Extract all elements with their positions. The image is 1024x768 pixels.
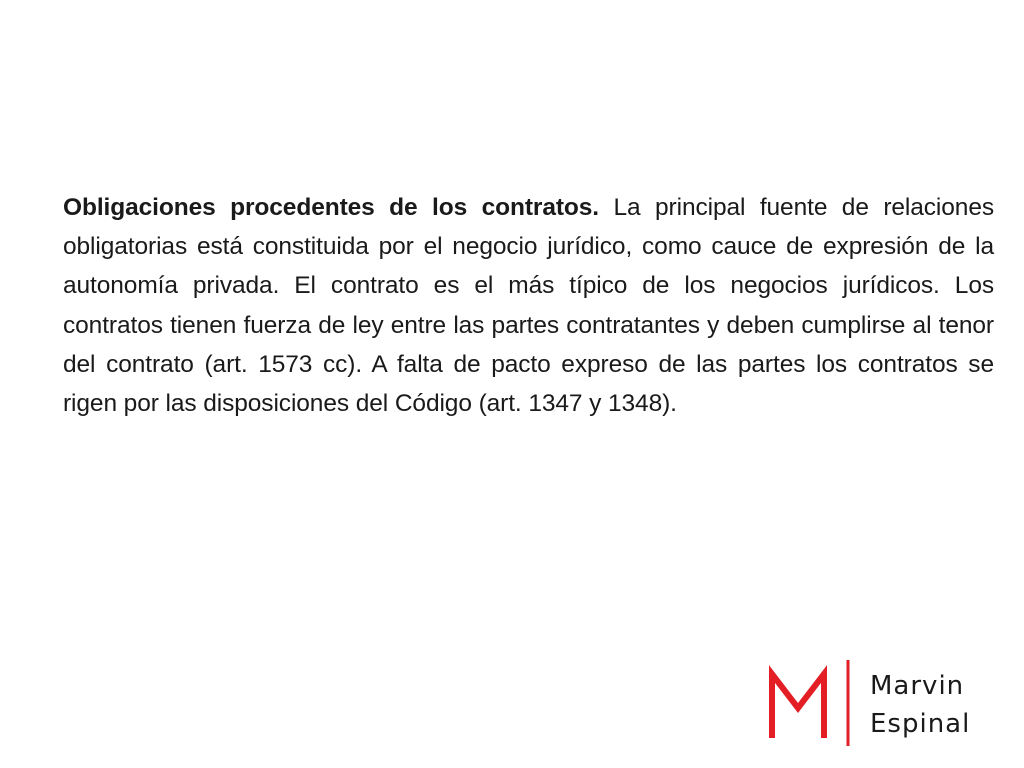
paragraph-body: La principal fuente de relaciones obligatorias está constituida por el negocio jurídico, como cauce de expresión de la autonomía privada. El contrato es el más típico de los negocios jurídicos. Los contratos tienen fuerza de ley entre las partes contratantes y deben cumplirse al tenor del contrato (art. 1573 cc). A falta de pacto expreso de las partes los contratos se rigen por las disposiciones del Código (art. 1347 y 1348).: [63, 194, 995, 418]
brand-logo: [768, 658, 998, 748]
paragraph-lead-heading: Obligaciones procedentes de los contratos.: [63, 194, 600, 221]
logo-wordmark-line2: Espinal: [870, 709, 971, 739]
logo-m-icon: [772, 674, 824, 738]
logo-wordmark-line1: Marvin: [870, 671, 965, 701]
slide-paragraph: [63, 188, 994, 423]
logo-graphic: [768, 658, 998, 748]
